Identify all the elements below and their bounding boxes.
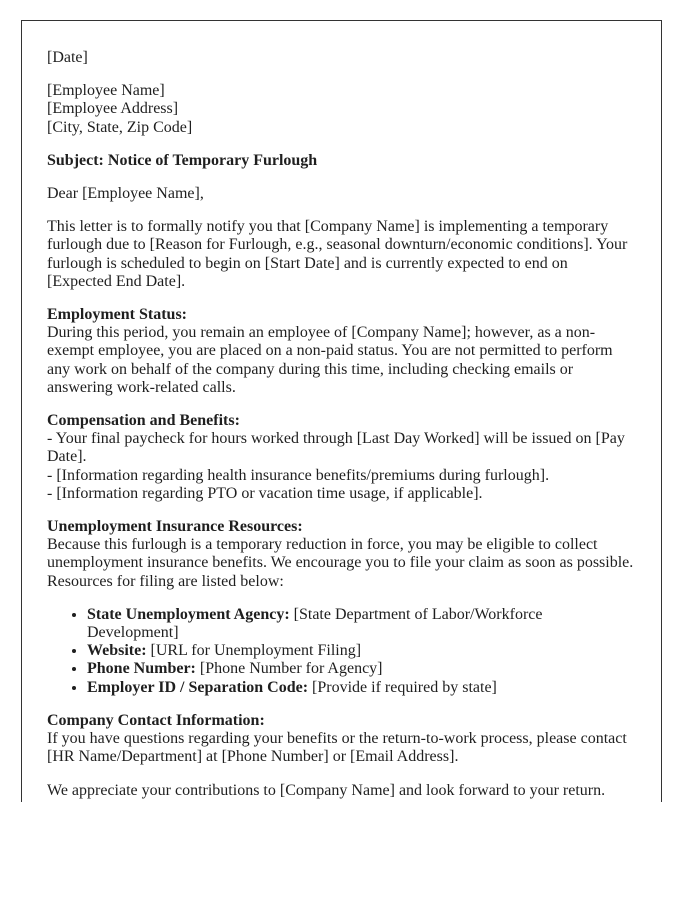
resource-item-phone xyxy=(87,660,636,678)
compensation-item: - Your final paycheck for hours worked through [Last Day Worked] will be issued on [Pay Date]. xyxy=(47,430,625,466)
section-compensation xyxy=(47,412,636,503)
resource-item-employer-id xyxy=(87,679,636,697)
salutation: Dear [Employee Name], xyxy=(47,185,204,203)
company-contact-heading: Company Contact Information: xyxy=(47,711,265,729)
compensation-item: - [Information regarding PTO or vacation time usage, if applicable]. xyxy=(47,484,483,502)
section-company-contact xyxy=(47,712,636,767)
employment-status-body: During this period, you remain an employee of [Company Name]; however, as a non-exempt employee, you are placed on a non-paid status. You are not permitted to perform any work on behalf of the company during this time, including checking emails or answering work-related calls. xyxy=(47,324,613,396)
resource-label: Website: xyxy=(87,642,147,660)
resource-label: Employer ID / Separation Code: xyxy=(87,678,309,696)
compensation-item: - [Information regarding health insurance benefits/premiums during furlough]. xyxy=(47,466,550,484)
subject-line: Subject: Notice of Temporary Furlough xyxy=(47,151,318,169)
compensation-heading: Compensation and Benefits: xyxy=(47,412,240,430)
resource-item-agency xyxy=(87,606,636,642)
closing-paragraph: We appreciate your contributions to [Company Name] and look forward to your return. xyxy=(47,781,606,799)
unemployment-body: Because this furlough is a temporary reduction in force, you may be eligible to collect unemployment insurance benefits. We encourage you to file your claim as soon as possible. Resources for filing are listed below: xyxy=(47,536,634,590)
recipient-address-block xyxy=(47,82,636,137)
company-contact-body: If you have questions regarding your benefits or the return-to-work process, please contact [HR Name/Department] at [Phone Number] or [Email Address]. xyxy=(47,730,627,766)
resource-value: [Phone Number for Agency] xyxy=(195,660,383,678)
unemployment-heading: Unemployment Insurance Resources: xyxy=(47,518,303,536)
resource-value: [URL for Unemployment Filing] xyxy=(146,642,362,660)
unemployment-resource-list xyxy=(47,606,636,697)
furlough-letter-document xyxy=(21,20,662,802)
resource-value: [Provide if required by state] xyxy=(308,678,497,696)
resource-label: Phone Number: xyxy=(87,660,196,678)
section-unemployment-resources xyxy=(47,518,636,591)
resource-value: [State Department of Labor/Workforce Development] xyxy=(87,605,543,642)
employment-status-heading: Employment Status: xyxy=(47,306,188,324)
resource-item-website xyxy=(87,642,636,660)
recipient-address: [Employee Address] xyxy=(47,100,179,118)
date-line: [Date] xyxy=(47,49,88,66)
recipient-name: [Employee Name] xyxy=(47,82,165,100)
recipient-city-state-zip: [City, State, Zip Code] xyxy=(47,118,193,136)
intro-paragraph: This letter is to formally notify you that [Company Name] is implementing a temporary furlough due to [Reason for Furlough, e.g., seasonal downturn/economic conditions]. Your furlough is scheduled to begin on [Start Date] and is currently expected to end on [Expected End Date]. xyxy=(47,218,628,290)
resource-label: State Unemployment Agency: xyxy=(87,605,290,623)
section-employment-status xyxy=(47,306,636,397)
